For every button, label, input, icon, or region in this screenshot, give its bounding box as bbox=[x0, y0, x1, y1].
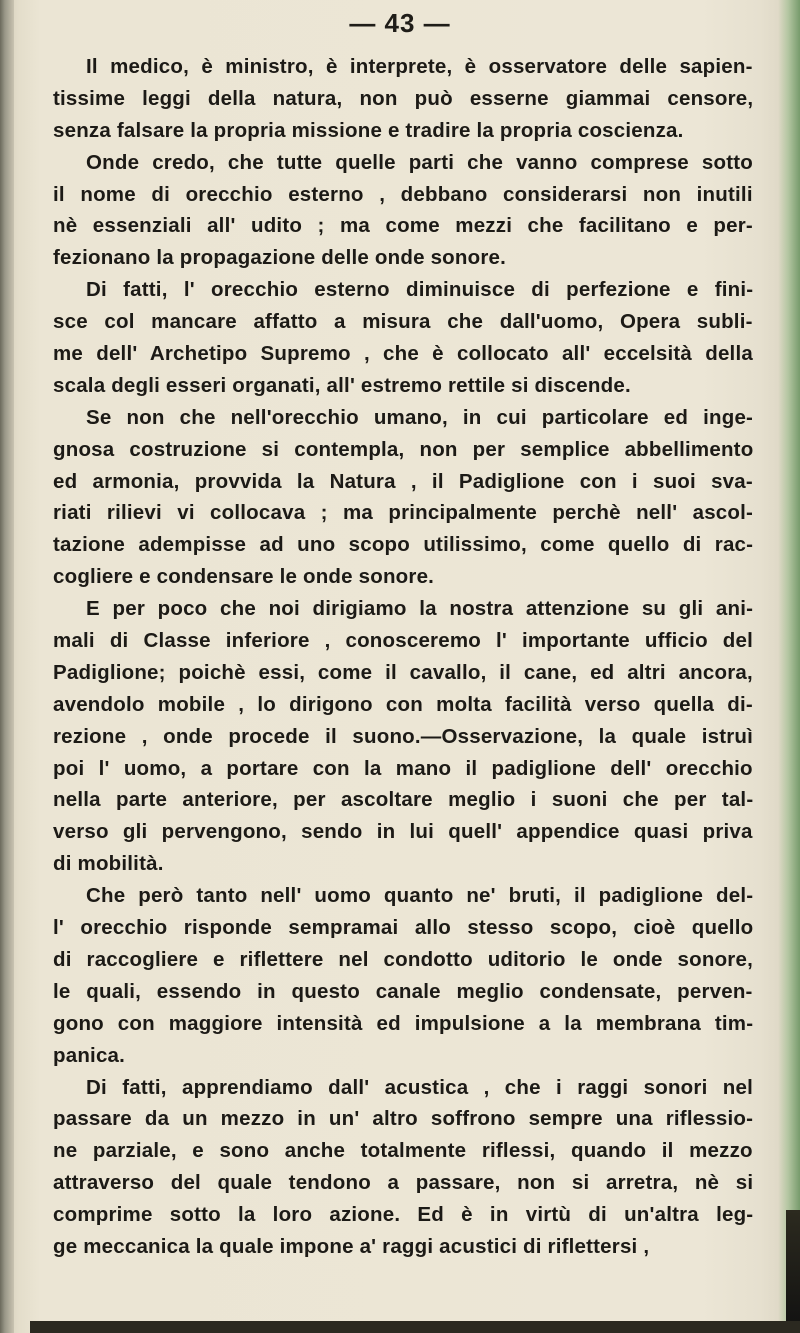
text-line: gono con maggiore intensità ed impulsione a la membrana tim- bbox=[53, 1011, 754, 1035]
text-line: verso gli pervengono, sendo in lui quell' appendice quasi priva bbox=[53, 820, 753, 844]
page-corner-shadow bbox=[786, 1210, 800, 1333]
text-line: l' orecchio risponde sempramai allo stesso scopo, cioè quello bbox=[53, 916, 754, 940]
text-line: Se non che nell'orecchio umano, in cui particolare ed inge- bbox=[86, 405, 754, 429]
text-line: mali di Classe inferiore , conosceremo l' importante ufficio del bbox=[53, 629, 754, 653]
page-number: — 43 — bbox=[349, 8, 451, 38]
text-line: comprime sotto la loro azione. Ed è in virtù di un'altra leg- bbox=[53, 1203, 754, 1227]
body-text bbox=[53, 51, 753, 1263]
text-line: di raccogliere e riflettere nel condotto uditorio le onde sonore, bbox=[53, 947, 753, 971]
text-line: tazione adempisse ad uno scopo utilissimo, come quello di rac- bbox=[53, 533, 754, 557]
text-line: Di fatti, apprendiamo dall' acustica , che i raggi sonori nel bbox=[86, 1075, 753, 1099]
text-line: Di fatti, l' orecchio esterno diminuisce di perfezione e fini- bbox=[86, 278, 754, 302]
text-line: scala degli esseri organati, all' estremo rettile si discende. bbox=[53, 373, 631, 397]
text-line: di mobilità. bbox=[53, 852, 164, 876]
page-right-edge bbox=[778, 0, 800, 1333]
text-line: tissime leggi della natura, non può esserne giammai censore, bbox=[53, 86, 754, 110]
text-line: me dell' Archetipo Supremo , che è collocato all' eccelsità della bbox=[53, 342, 753, 366]
page-bottom-edge bbox=[30, 1321, 800, 1333]
page-binding-edge bbox=[0, 0, 14, 1333]
text-line: gnosa costruzione si contempla, non per semplice abbellimento bbox=[53, 437, 754, 461]
text-line: panica. bbox=[53, 1043, 126, 1067]
text-line: cogliere e condensare le onde sonore. bbox=[53, 565, 435, 589]
text-line: passare da un mezzo in un' altro soffrono sempre una riflessio- bbox=[53, 1107, 754, 1131]
text-line: sce col mancare affatto a misura che dall'uomo, Opera subli- bbox=[53, 310, 753, 334]
text-line: Padiglione; poichè essi, come il cavallo, il cane, ed altri ancora, bbox=[53, 660, 753, 684]
text-line: avendolo mobile , lo dirigono con molta facilità verso quella di- bbox=[53, 692, 753, 716]
text-line: ne parziale, e sono anche totalmente riflessi, quando il mezzo bbox=[53, 1139, 753, 1163]
text-line: attraverso del quale tendono a passare, non si arretra, nè si bbox=[53, 1171, 754, 1195]
text-line: ge meccanica la quale impone a' raggi acustici di riflettersi , bbox=[53, 1234, 650, 1258]
text-line: nella parte anteriore, per ascoltare meglio i suoni che per tal- bbox=[53, 788, 754, 812]
text-line: le quali, essendo in questo canale meglio condensate, perven- bbox=[53, 979, 753, 1003]
text-line: il nome di orecchio esterno , debbano considerarsi non inutili bbox=[53, 182, 753, 206]
text-line: Che però tanto nell' uomo quanto ne' bruti, il padiglione del- bbox=[86, 884, 754, 908]
text-line: rezione , onde procede il suono.—Osservazione, la quale istruì bbox=[53, 724, 754, 748]
text-line: fezionano la propagazione delle onde sonore. bbox=[53, 246, 507, 270]
text-line: Onde credo, che tutte quelle parti che vanno comprese sotto bbox=[86, 150, 753, 174]
text-line: ed armonia, provvida la Natura , il Padiglione con i suoi sva- bbox=[53, 469, 753, 493]
text-line: senza falsare la propria missione e tradire la propria coscienza. bbox=[53, 118, 684, 142]
text-line: nè essenziali all' udito ; ma come mezzi che facilitano e per- bbox=[53, 214, 753, 238]
text-line: Il medico, è ministro, è interprete, è osservatore delle sapien- bbox=[86, 55, 753, 78]
text-line: E per poco che noi dirigiamo la nostra attenzione su gli ani- bbox=[86, 597, 754, 621]
text-line: poi l' uomo, a portare con la mano il padiglione dell' orecchio bbox=[53, 756, 753, 780]
text-line: riati rilievi vi collocava ; ma principalmente perchè nell' ascol- bbox=[53, 501, 754, 525]
